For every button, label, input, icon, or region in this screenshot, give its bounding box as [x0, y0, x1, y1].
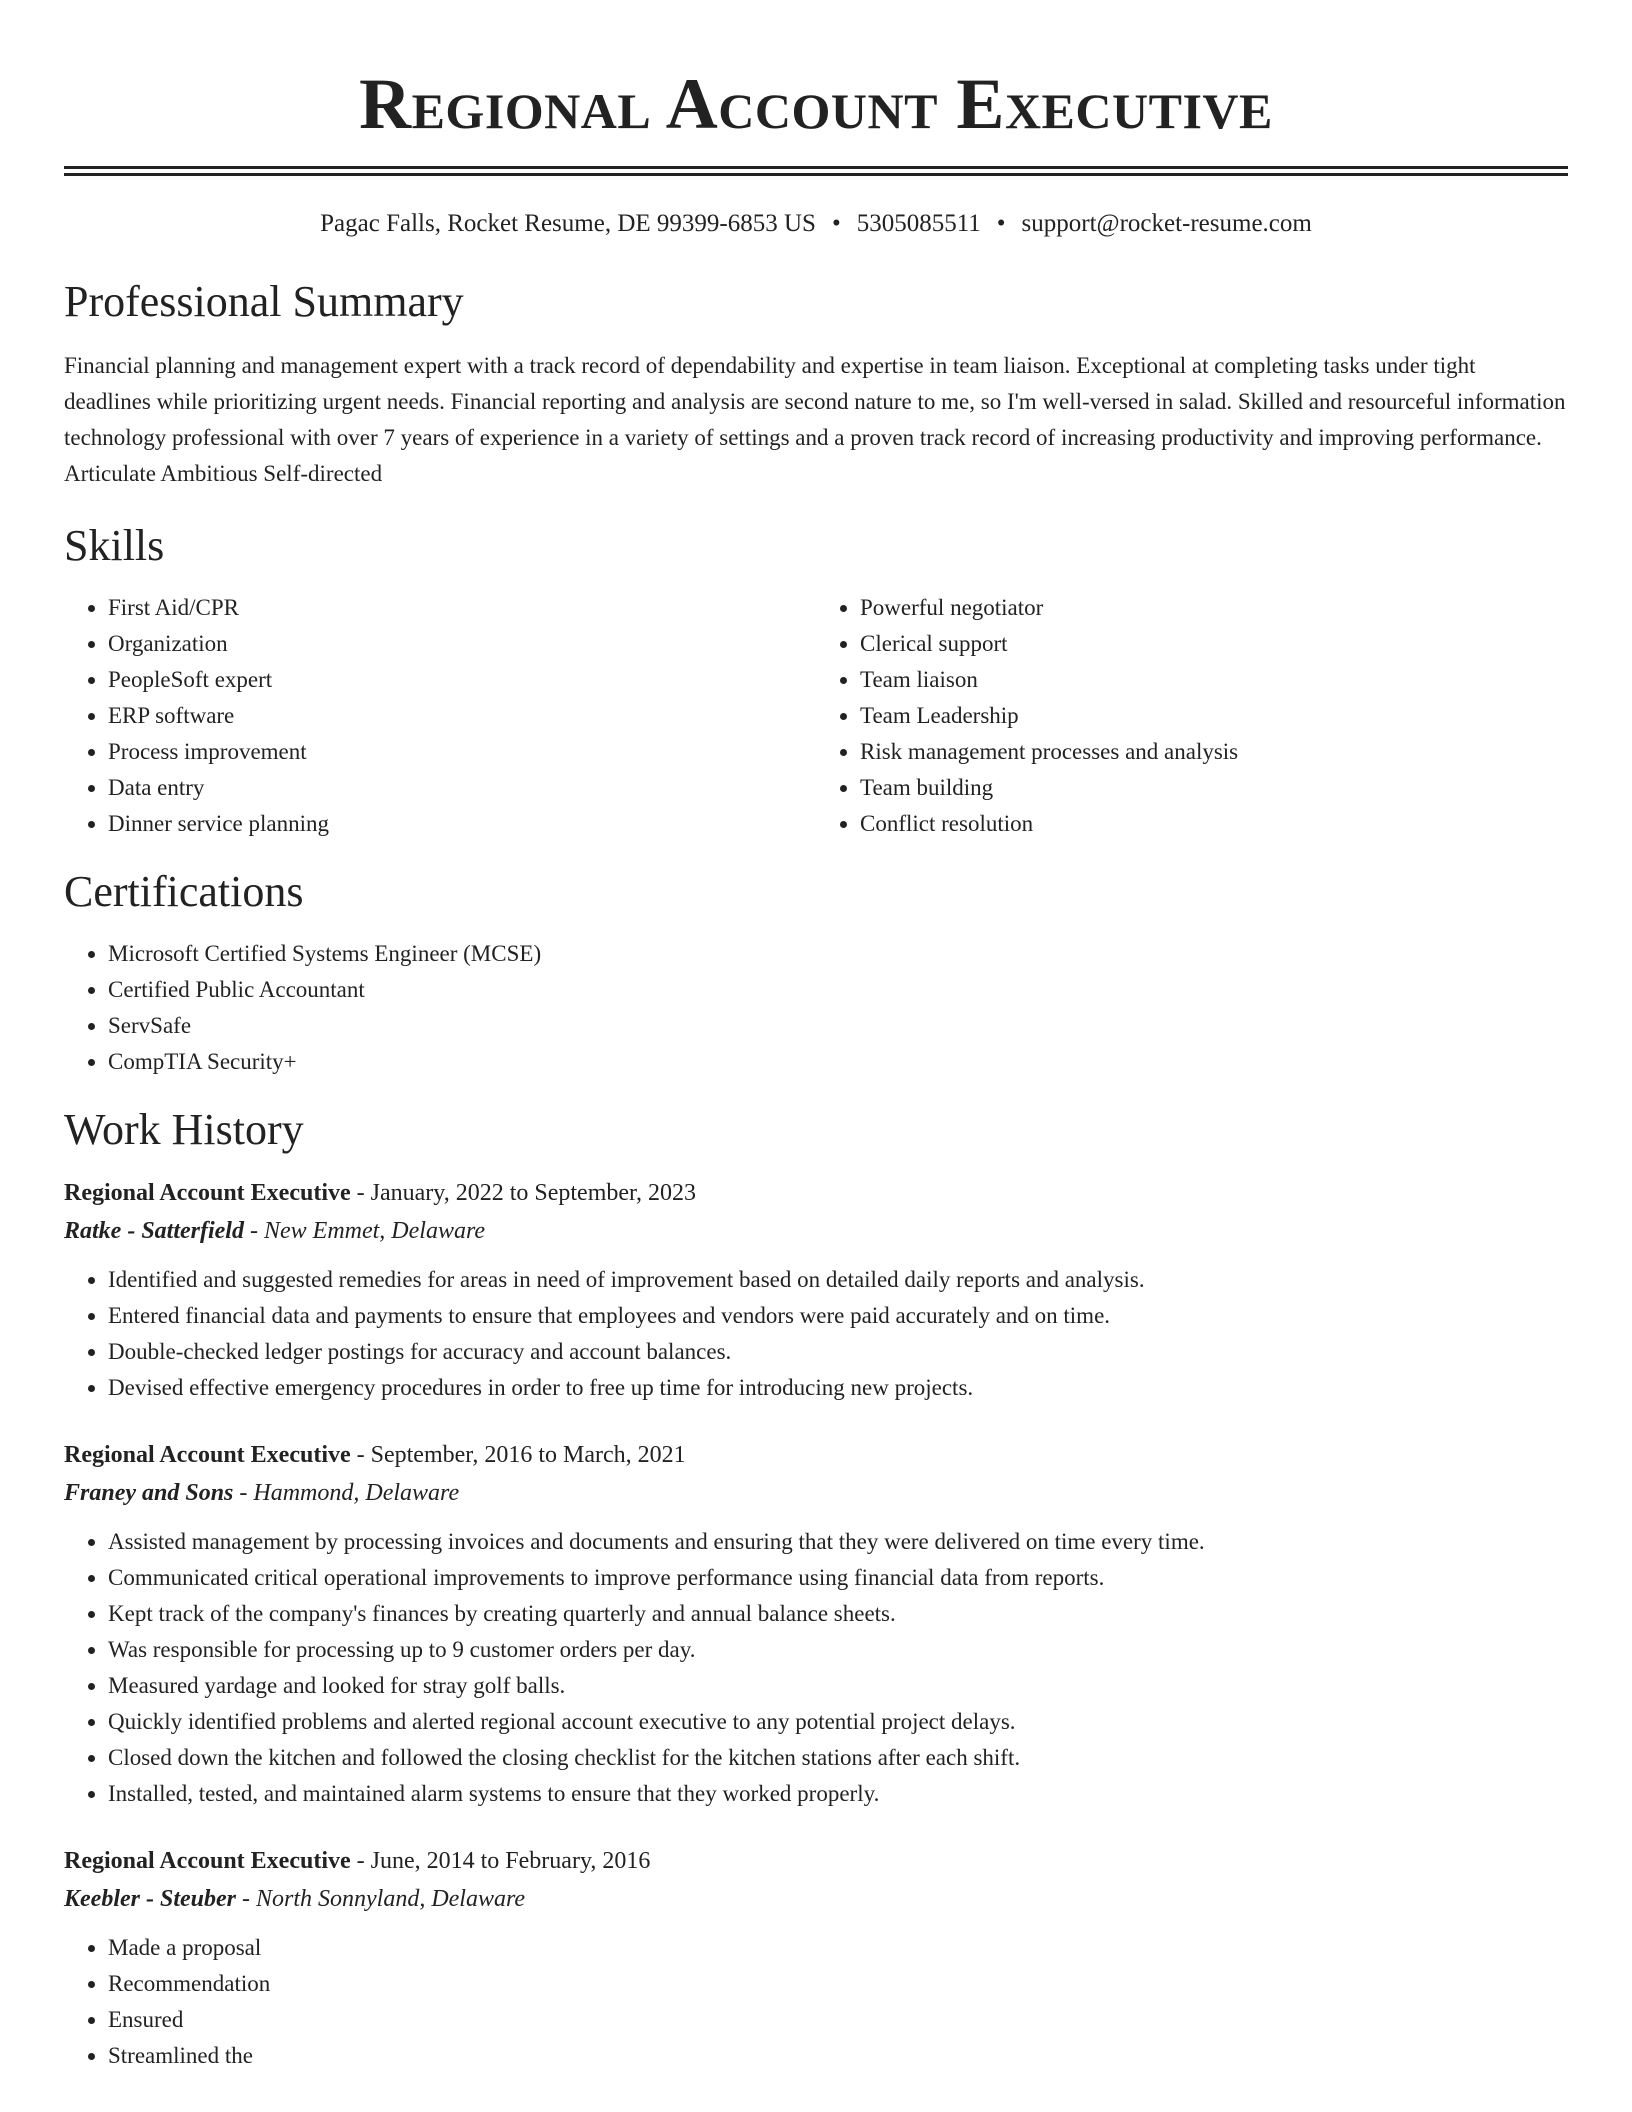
- job-company: Ratke - Satterfield: [64, 1218, 244, 1244]
- dash-separator: -: [350, 1180, 371, 1206]
- skill-item: • Conflict resolution: [860, 806, 1568, 842]
- skill-item: • PeopleSoft expert: [108, 662, 816, 698]
- job-bullet: • Installed, tested, and maintained alarm systems to ensure that they worked properly.: [108, 1776, 1568, 1812]
- job-bullet: • Communicated critical operational improvements to improve performance using financial data from reports.: [108, 1560, 1568, 1596]
- job-bullet: • Made a proposal: [108, 1930, 1568, 1966]
- contact-line: [64, 208, 1568, 240]
- job-title-line: [64, 1436, 1568, 1474]
- skill-item: • Dinner service planning: [108, 806, 816, 842]
- job-bullets: [64, 1262, 1568, 1406]
- job-location: New Emmet, Delaware: [263, 1218, 486, 1244]
- job-bullet: • Streamlined the: [108, 2038, 1568, 2074]
- summary-heading: Professional Summary: [64, 277, 464, 326]
- skill-item: • Data entry: [108, 770, 816, 806]
- job-bullet: • Assisted management by processing invoices and documents and ensuring that they were delivered on time every time.: [108, 1524, 1568, 1560]
- job-location: Hammond, Delaware: [253, 1480, 460, 1506]
- certification-item: • Microsoft Certified Systems Engineer (MCSE): [108, 936, 1568, 972]
- resume-page: [64, 0, 1568, 2074]
- job-dates: September, 2016 to March, 2021: [370, 1442, 686, 1468]
- job-bullet: • Quickly identified problems and alerted regional account executive to any potential project delays.: [108, 1704, 1568, 1740]
- contact-email: support@rocket-resume.com: [1021, 210, 1312, 237]
- certification-item: • CompTIA Security+: [108, 1044, 1568, 1080]
- skill-item: • Powerful negotiator: [860, 590, 1568, 626]
- skills-list-right: [816, 590, 1568, 842]
- job-title: Regional Account Executive: [64, 1848, 351, 1874]
- skill-item: • ERP software: [108, 698, 816, 734]
- skills-columns: [64, 590, 1568, 842]
- job-bullet: • Recommendation: [108, 1966, 1568, 2002]
- job-bullet: • Ensured: [108, 2002, 1568, 2038]
- job-title-line: [64, 1842, 1568, 1880]
- skills-heading: Skills: [64, 521, 165, 570]
- certifications-heading: Certifications: [64, 867, 304, 916]
- skill-item: • Team liaison: [860, 662, 1568, 698]
- certifications-list: [64, 936, 1568, 1080]
- job-bullet: • Measured yardage and looked for stray golf balls.: [108, 1668, 1568, 1704]
- resume-name: Regional Account Executive: [359, 64, 1273, 144]
- job-bullets: [64, 1524, 1568, 1812]
- job-bullet: • Devised effective emergency procedures in order to free up time for introducing new projects.: [108, 1370, 1568, 1406]
- job-bullet: • Closed down the kitchen and followed the closing checklist for the kitchen stations after each shift.: [108, 1740, 1568, 1776]
- job-bullet: • Double-checked ledger postings for accuracy and account balances.: [108, 1334, 1568, 1370]
- job-company-line: [64, 1212, 1568, 1250]
- job-dates: June, 2014 to February, 2016: [370, 1848, 651, 1874]
- job-company: Franey and Sons: [64, 1480, 234, 1506]
- job-title-line: [64, 1174, 1568, 1212]
- job-entry: [64, 1436, 1568, 1812]
- skills-list-left: [64, 590, 816, 842]
- job-dates: January, 2022 to September, 2023: [370, 1180, 697, 1206]
- dash-separator: -: [350, 1848, 371, 1874]
- job-bullet: • Entered financial data and payments to ensure that employees and vendors were paid accurately and on time.: [108, 1298, 1568, 1334]
- job-company-line: [64, 1880, 1568, 1918]
- job-entry: [64, 1174, 1568, 1406]
- job-title: Regional Account Executive: [64, 1442, 351, 1468]
- job-company-line: [64, 1474, 1568, 1512]
- dash-separator: -: [235, 1886, 256, 1912]
- skill-item: • First Aid/CPR: [108, 590, 816, 626]
- dash-separator: -: [350, 1442, 371, 1468]
- contact-address: Pagac Falls, Rocket Resume, DE 99399-6853 US: [320, 210, 816, 237]
- skill-item: • Risk management processes and analysis: [860, 734, 1568, 770]
- dash-separator: -: [233, 1480, 254, 1506]
- job-location: North Sonnyland, Delaware: [255, 1886, 526, 1912]
- skill-item: • Organization: [108, 626, 816, 662]
- summary-text: Financial planning and management expert with a track record of dependability and expertise in team liaison. Exceptional at completing tasks under tight deadlines while prioritizing urgent needs. Financial reporting and analysis are second nature to me, so I'm well-versed in salad. Skilled and resourceful information technology professional with over 7 years of experience in a variety of settings and a proven track record of increasing productivity and improving performance. Articulate Ambitious Self-directed: [64, 353, 1566, 486]
- contact-phone: 5305085511: [856, 210, 981, 237]
- job-title: Regional Account Executive: [64, 1180, 351, 1206]
- job-bullets: [64, 1930, 1568, 2074]
- skill-item: • Team building: [860, 770, 1568, 806]
- contact-separator: •: [996, 210, 1006, 237]
- job-bullet: • Identified and suggested remedies for areas in need of improvement based on detailed daily reports and analysis.: [108, 1262, 1568, 1298]
- job-bullet: • Kept track of the company's finances by creating quarterly and annual balance sheets.: [108, 1596, 1568, 1632]
- contact-separator: •: [831, 210, 841, 237]
- header-double-rule: [64, 166, 1568, 176]
- job-company: Keebler - Steuber: [64, 1886, 236, 1912]
- job-bullet: • Was responsible for processing up to 9 customer orders per day.: [108, 1632, 1568, 1668]
- certification-item: • Certified Public Accountant: [108, 972, 1568, 1008]
- skill-item: • Clerical support: [860, 626, 1568, 662]
- certification-item: • ServSafe: [108, 1008, 1568, 1044]
- job-entry: [64, 1842, 1568, 2074]
- work-history-heading: Work History: [64, 1105, 304, 1154]
- skill-item: • Team Leadership: [860, 698, 1568, 734]
- dash-separator: -: [243, 1218, 264, 1244]
- skill-item: • Process improvement: [108, 734, 816, 770]
